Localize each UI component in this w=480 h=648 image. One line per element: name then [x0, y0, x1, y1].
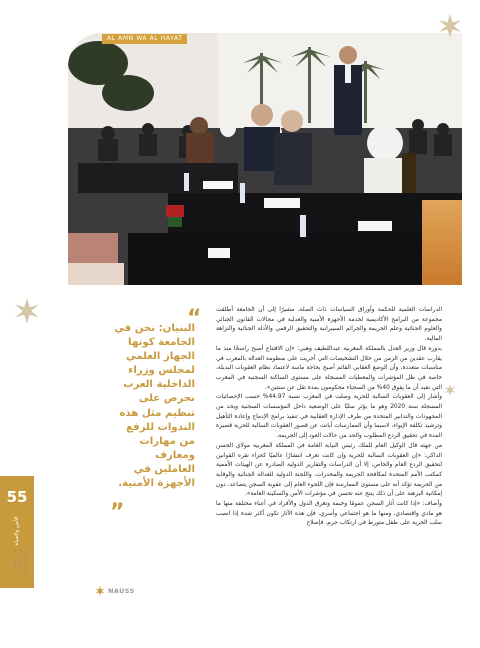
conference-photo: [68, 33, 462, 285]
photo-edge-accent: [422, 200, 462, 285]
nauss-star-icon: [95, 586, 105, 596]
article-paragraph: بدوره قال وزير العدل بالمملكة المغربية عبداللطيف وهبي: «إن الاقتناع أصبح راسخًا منذ ما يقارب عقدين من الزمن من خلال التشخيصات التي أجريت على منظومة العدالة بالمغرب في مناسبات متعددة، وأن الوضع العقابي القائم أصبح بحاجة ماسة لاعتماد نظام العقوبات البديلة، خاصة في ظل المؤشرات والمعطيات المسجلة على مستوى الساكنة السجنية في المغرب التي تفيد أن ما يفوق 40% من السجناء محكومون بمدة تقل عن سنتين».: [216, 345, 442, 391]
footer-logo: [95, 586, 135, 596]
star-ornament-icon: [14, 298, 40, 324]
magazine-name: الأمن والحياة: [14, 516, 20, 546]
article-paragraph: من جهته قال الوكيل العام للملك رئيس النيابة العامة في المملكة المغربية مولاي الحسن الداكي: «إن العقوبات السالبة للحرية وإن كانت تعرف انتشارًا عالميًا كجزاء تقره القوانين لتحقيق الردع العام والخاص، إلا أن الدراسات والتقارير الدولية الصادرة عن الهيئات الأممية كمكتب الأمم المتحدة لمكافحة الجريمة والمخدرات، واللجنة الدولية للعدالة الجنائية والوقاية من الجريمة تؤكد أنه على مستوى الممارسة فإن اللجوء العام إلى عقوبة السجن يتصاعد، دون إمكانية البرهنة على أن ذلك ينتج عنه تحسن في مؤشرات الأمن والسكينة العامة».: [216, 442, 442, 498]
brand-tag: AL AMN WA AL HAYAT: [102, 34, 187, 44]
issue-info: العدد 472 - ربيع الأول 1445 هـ - سبتمبر 2023 م: [13, 550, 28, 575]
conference-scene: [68, 33, 462, 285]
article-body: [216, 306, 442, 529]
footer-logo-text: NAUSS: [108, 587, 135, 595]
star-ornament-icon: [438, 14, 462, 38]
article-paragraph: وأضاف: «إذا كانت آثار السجن عمومًا وخيمة وتغرق الدول والأفراد في أعباء مختلفة منها ما هو مادي واقتصادي، ومنها ما هو اجتماعي وأسري، فإن هذه الآثار تكون أكثر شدة إذا انصب سلب الحرية على طفل متورط في ارتكاب جرم، فإصلاح: [216, 501, 442, 527]
article-paragraph: الدراسات العلمية للحكمة وأوراق السياسات ذات الصلة، مشيرًا إلى أن الجامعة أطلقت مجموعة من البرامج الأكاديمية لخدمة الأجهزة الأمنية والعدلية في مجالات القانون الجنائي والعلوم الجنائية وعلم الجريمة والجرائم السيبرانية والتحقيق الرقمي والأدلة الجنائية والنزاهة المالية.: [216, 307, 442, 343]
quote-close-icon: ”: [110, 500, 125, 525]
pull-quote: البنيان: نحن في الجامعة كونها الجهاز العلمي لمجلس وزراء الداخلية العرب نحرص على تنظيم مثل هذه الندوات للرفع من مهارات ومعارف العاملين في الأجهزة الأمنية.: [114, 323, 195, 490]
article-paragraph: وأشار إلى العقوبات السالبة للحرية وصلت في المغرب نسبة 44.97% حسب الإحصائيات المسجلة سنة 2020 وهو ما يؤثر سلبًا على الوضعية داخل المؤسسات السجنية ويحد من المجهودات والتدابير المتخذة من طرف الإدارة العقابية في تنفيذ برامج الإدماج وإعادة التأهيل وترشيد تكلفة الإيواء، لاسيما وأن الممارسات أبانت عن قصور العقوبات السالبة للحرية قصيرة المدة في تحقيق الردع المطلوب والحد من حالات العود إلى الجريمة.: [216, 394, 442, 440]
star-ornament-icon: [444, 384, 456, 396]
page-number: 55: [6, 488, 28, 506]
quote-open-icon: “: [187, 306, 202, 331]
